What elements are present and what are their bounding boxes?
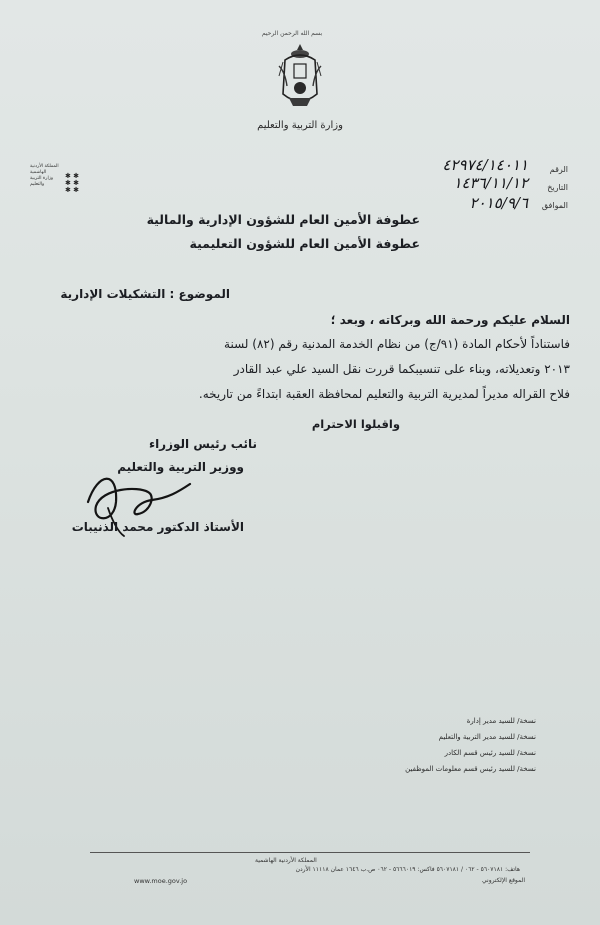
body-paragraph-line: فلاح القراله مديراً لمديرية التربية والتعليم لمحافظة العقبة ابتداءً من تاريخه. [198,387,570,401]
cc-line: نسخة/ للسيد رئيس قسم معلومات الموظفين [405,765,536,773]
body-paragraph-line: ٢٠١٣ وتعديلاته، وبناء على تنسيبكما قررت نقل السيد علي عبد القادر [233,362,570,376]
coat-of-arms-icon [275,42,325,114]
side-mark-line: المملكة الأردنية [30,164,59,169]
letter-greeting: السلام عليكم ورحمة الله وبركاته ، وبعد ؛ [330,313,570,327]
decorative-stars-icon: ✱ ✱ ✱ ✱ ✱ ✱ [65,172,79,194]
reference-number-value: ٤٢٩٧٤/١٤٠١١ [442,156,528,174]
footer-divider [90,852,530,853]
footer-country: المملكة الأردنية الهاشمية [255,857,317,864]
cc-line: نسخة/ للسيد مدير إدارة [466,717,536,725]
reference-date-label: التاريخ [547,183,568,192]
reference-equivalent-label: الموافق [541,201,568,210]
addressee-line: عطوفة الأمين العام للشؤون التعليمية [189,236,420,251]
side-ministry-mark [30,160,90,210]
side-mark-line: الهاشمية [30,170,47,175]
basmala-header: بسم الله الرحمن الرحيم [261,30,323,37]
ministry-name: وزارة التربية والتعليم [257,120,343,131]
signatory-name: الأستاذ الدكتور محمد الذنيبات [71,520,244,534]
signatory-title: ووزير التربية والتعليم [117,460,244,474]
footer-contact: هاتف: ٥٦٠٧١٨١ - ٠٦٢ / ٥٦٠٧١٨١ فاكس: ٥٦٦٦٠١٩ - ٠٦٢ ص.ب ١٦٤٦ عمان ١١١١٨ الأردن [295,866,520,873]
footer-website[interactable]: www.moe.gov.jo [134,877,188,885]
cc-line: نسخة/ للسيد رئيس قسم الكادر [444,749,536,757]
letter-subject: الموضوع : التشكيلات الإدارية [60,287,230,301]
signatory-title: نائب رئيس الوزراء [148,437,257,451]
letter-closing: واقبلوا الاحترام [311,417,400,431]
reference-date-value: ١٤٣٦/١١/١٢ [453,174,528,192]
side-mark-line: وزارة التربية [30,176,54,181]
reference-block [378,156,568,218]
side-mark-line: والتعليم [30,182,45,187]
reference-number-label: الرقم [549,165,568,174]
body-paragraph-line: فاستناداً لأحكام المادة (٩١/ج) من نظام الخدمة المدنية رقم (٨٢) لسنة [224,337,570,351]
footer-website-label: الموقع الإلكتروني [482,877,525,884]
cc-line: نسخة/ للسيد مدير التربية والتعليم [438,733,536,741]
addressee-line: عطوفة الأمين العام للشؤون الإدارية والمالية [146,212,420,227]
reference-equivalent-value: ٢٠١٥/٩/٦ [469,194,528,212]
